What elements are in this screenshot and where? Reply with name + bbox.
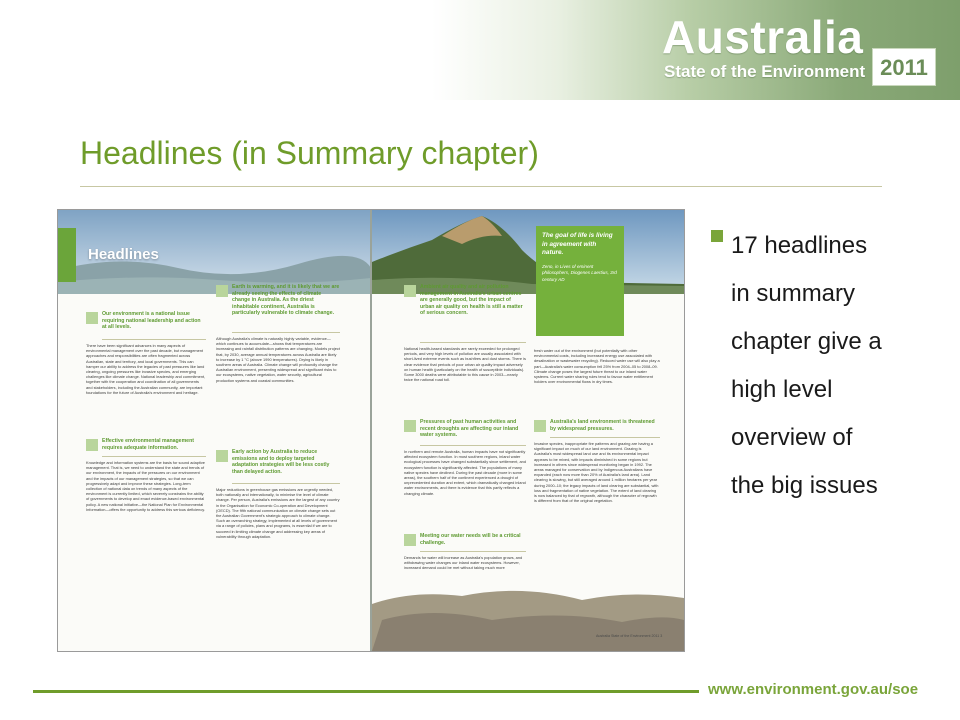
headline-marker-icon [534,420,546,432]
left-page-photo [58,210,371,651]
quote-callout [536,226,624,336]
headline-rule [420,445,526,446]
headline-body: Demands for water will increase as Australia's population grows, and withdrawing water changes our inland water ecosystems. However, increased demand could be met without taking much more [404,555,523,571]
headline-title: Our environment is a national issue requiring national leadership and action at all levels. [102,311,201,331]
headline-title: Early action by Australia to reduce emissions and to deploy targeted adaptation strategies will be less costly than delayed action. [232,449,330,475]
headline-marker-icon [216,285,228,297]
title-divider [80,186,882,187]
brand-name: Australia [662,11,864,63]
quote-citation: Zeno, in Lives of eminent philosophers, Diogenes Laertius, 3rd century AD [542,263,617,282]
headline-body: In northern and remote Australia, human impacts have not significantly affected ecosystem function. In most southern regions, inland water ecological processes have changed substantially since settlement, and ecosystem function is significantly affected. The populations of many native species have declined. During the past decade (more in some areas), the southern half of the continent experienced a drought of unprecedented duration and extent, which dramatically changed inland water environments, and there is evidence that this partly reflects a changing climate. [404,449,526,496]
headline-title: Ambient air quality and air pollution management in Australia's urban centres are generally good, but the impact of urban air quality on health is still a matter of serious concern. [420,284,523,317]
report-spread-image [57,209,685,652]
headline-title: Effective environmental management requires adequate information. [102,438,194,451]
headline-marker-icon [86,439,98,451]
headline-body: fresh water out of the environment (but potentially with other environmental costs, including increased energy use associated with desalination or wastewater recycling). Reduced water use will also play a part—Australia's water consumption fell 25% from 2004–05 to 2008–09. Climate change poses the largest future threat to our inland water systems. Current water sharing rules tend to favour water entitlement holders over environmental flows in dry times. [534,348,660,385]
headline-rule [102,339,206,340]
headline-marker-icon [404,420,416,432]
brand-logo [660,10,950,90]
brand-subtitle: State of the Environment [664,62,866,81]
page-folio: Australia State of the Environment 2011 3 [596,634,663,638]
headline-marker-icon [404,534,416,546]
bullet-text: 17 headlines in summary chapter give a high level overview of the big issues [731,232,882,499]
headline-marker-icon [404,285,416,297]
heading-accent-bar [58,228,76,282]
footer-rule [33,690,699,693]
brand-year-badge: 2011 [872,48,936,86]
headline-rule [232,332,340,333]
slide-title: Headlines (in Summary chapter) [80,135,539,171]
quote-text: The goal of life is living in agreement with nature. [542,232,613,256]
headline-rule [420,551,526,552]
headline-title: Earth is warming, and it is likely that we are already seeing the effects of climate change in Australia. As the driest inhabitable continent, Australia is particularly vulnerable to climate change. [232,284,340,317]
right-page [372,210,684,651]
spread-heading: Headlines [88,246,159,263]
headline-body: National health-based standards are rarely exceeded for prolonged periods, and very high levels of pollution are usually associated with short-lived extreme events such as bushfires and dust storms. There is clear evidence that periods of poor urban air quality impact adversely on human health (particularly on the health of susceptible individuals). Some 3000 deaths were attributable to this cause in 2003—nearly twice the national road toll. [404,346,526,383]
left-page [58,210,371,651]
headline-rule [550,437,660,438]
footer-url: www.environment.gov.au/soe [708,681,919,698]
headline-title: Meeting our water needs will be a critical challenge. [420,533,521,546]
bullet-marker-icon [711,230,723,242]
headline-body: Although Australia's climate is naturally highly variable, evidence—which continues to accumulate—shows that temperatures are increasing and rainfall distribution patterns are changing. Models project that, by 2030, average annual temperatures across Australia are likely to increase by 1 °C (above 1990 temperatures). Drying is likely in southern areas of Australia. Climate change will profoundly change the Australian environment, presenting widespread and significant risks to our ecosystems, native vegetation, water security, agricultural production systems and coastal communities. [216,336,340,383]
headline-title: Australia's land environment is threatened by widespread pressures. [550,419,655,432]
headline-body: Knowledge and information systems are the basis for sound adaptive management. That is, we need to understand the state and trends of our environment, the impacts of the pressures on our environment and the impacts of our management strategies, so that we can progressively adapt and improve these strategies. Long-term collection of national data on trends of many aspects of the environment is currently limited, which severely constrains the ability of governments to develop and enact evidence-based environmental policy. A new national initiative—the National Plan for Environmental Information—offers the opportunity to address this serious deficiency. [86,460,206,512]
headline-body: Major reductions in greenhouse gas emissions are urgently needed, both nationally and internationally, to minimise the level of climate change. Per person, Australia's emissions are the largest of any country in the Organisation for Economic Co-operation and Development (OECD). The fifth national communication on climate change sets out the Australian Government's strategic approach to climate change. Such an overarching strategy, implemented at all levels of government via a range of policies, plans and programs, is essential if we are to succeed in limiting climate change and addressing key areas of vulnerability through adaptation. [216,487,340,539]
headline-body: There have been significant advances in many aspects of environmental management over the past decade, but management approaches and responsibilities are often fragmented across Australian, state and territory, and local governments. This can hamper our ability to address the legacies of past pressures like land clearing, ongoing pressures like invasive species, and emerging challenges like climate change. National leadership and commitment, together with the cooperation and coordination of all governments and stakeholders, including the Australian community, are important foundations for the future of Australia's environment and heritage. [86,343,206,395]
headline-title: Pressures of past human activities and recent droughts are affecting our inland water systems. [420,419,519,439]
headline-rule [420,342,526,343]
header-banner [0,0,960,100]
headline-body: Invasive species, inappropriate fire patterns and grazing are having a significant impact on much of our land environment. Grazing is Australia's most widespread land use and its environmental impact appears to be mixed, with impacts diminished in some regions but increased in others since widespread monitoring began in 1992. The areas managed for conservation and by Indigenous Australians have expanded (each now more than 20% of Australia's land area). Land clearing is slowing, but still averaged around 1 million hectares per year during 2000–10; the legacy impacts of land clearing are substantial, with loss and fragmentation of native vegetation. The extent of land clearing is now balanced by that of regrowth, although the character of regrowth is different from that of the original vegetation. [534,441,659,504]
headline-rule [232,483,340,484]
headline-marker-icon [216,450,228,462]
headline-marker-icon [86,312,98,324]
headline-rule [102,456,206,457]
